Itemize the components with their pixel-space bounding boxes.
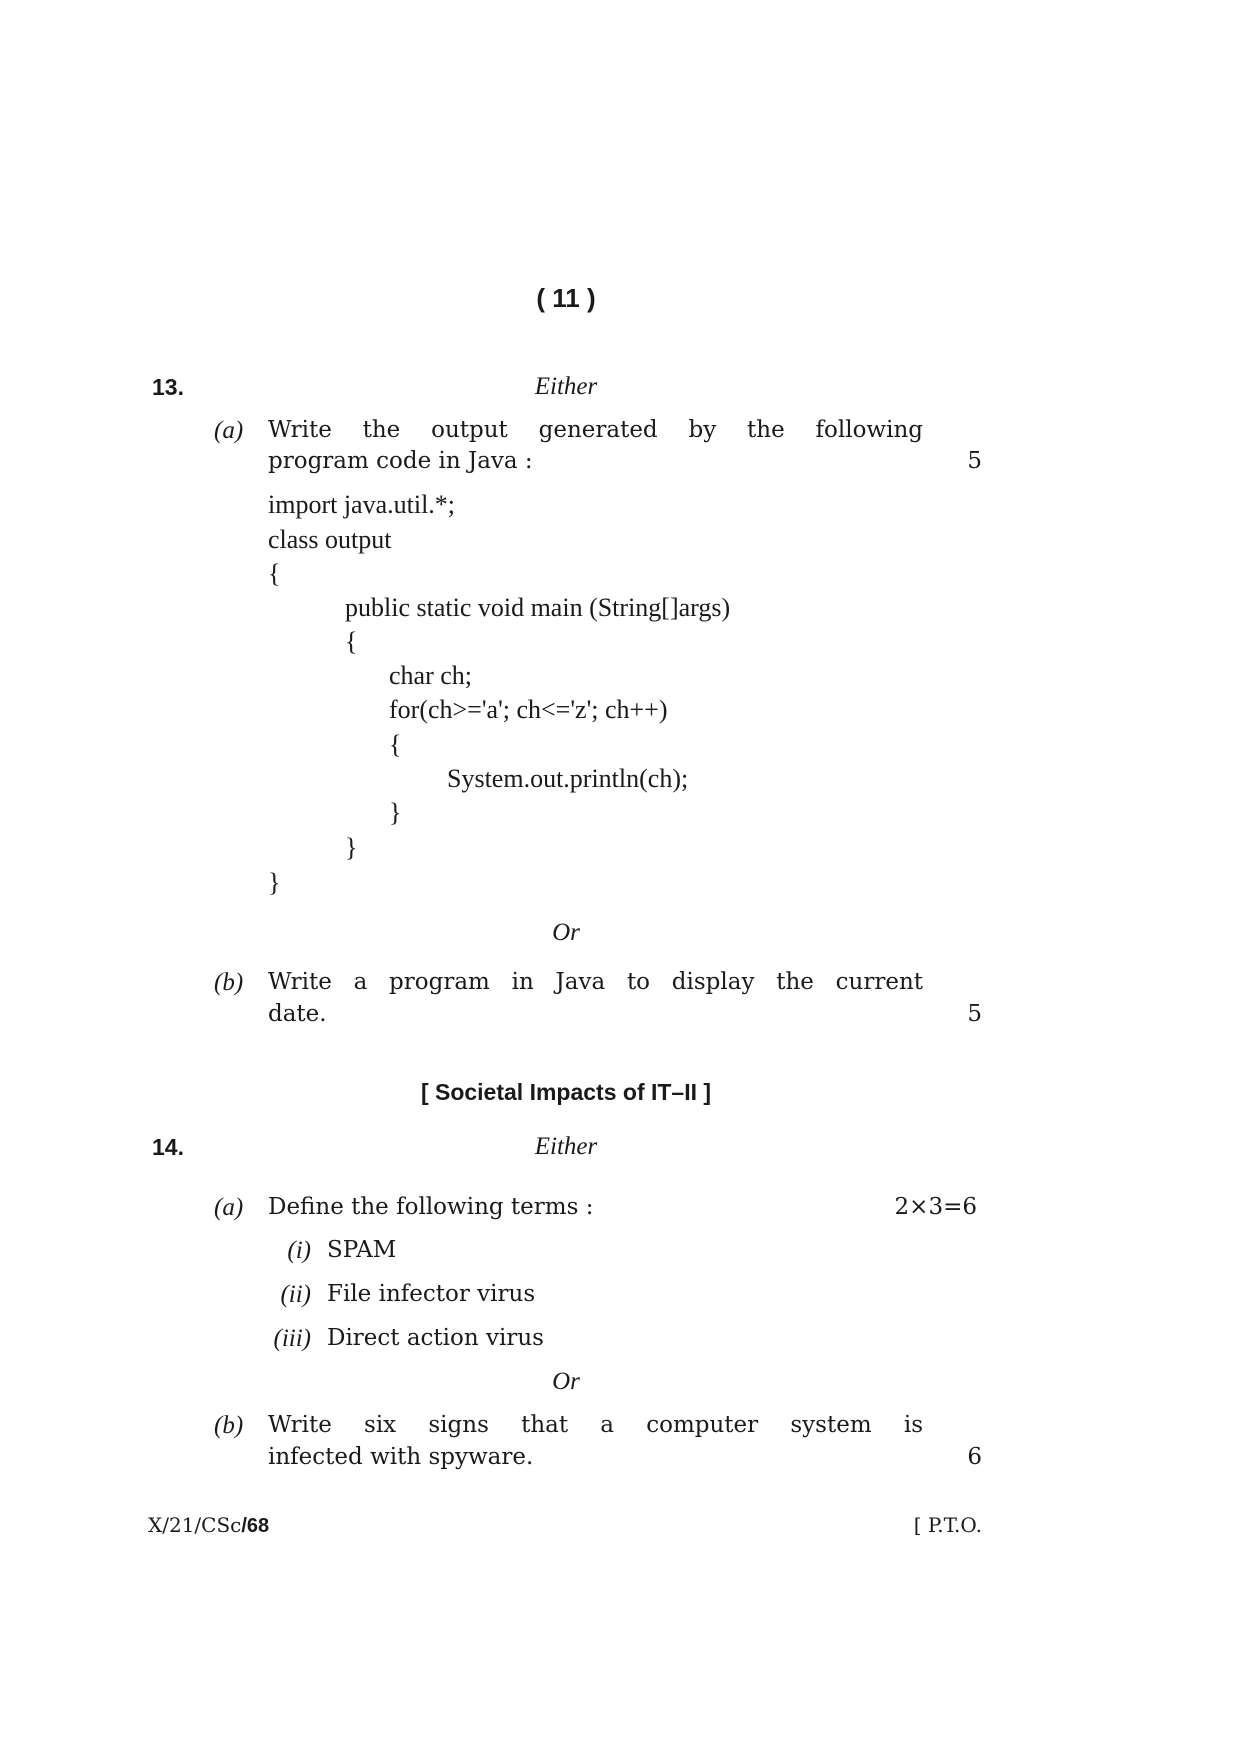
- marks: 5: [967, 1001, 982, 1027]
- paper-code-number: /68: [241, 1515, 270, 1537]
- option-a-label: (a): [214, 1194, 244, 1221]
- question-text: program code in Java :: [268, 448, 533, 474]
- marks: 5: [967, 448, 982, 474]
- question-text: Write six signs that a computer system is: [268, 1412, 923, 1438]
- code-line: {: [268, 559, 281, 588]
- marks: 6: [967, 1444, 982, 1470]
- option-b-label: (b): [214, 969, 244, 996]
- option-a-label: (a): [214, 417, 244, 444]
- either-label: Either: [534, 373, 598, 400]
- question-text: infected with spyware.: [268, 1444, 534, 1470]
- question-14-number: 14.: [152, 1134, 184, 1160]
- paper-code-prefix: X/21/CSc: [148, 1513, 242, 1537]
- term: SPAM: [327, 1237, 397, 1263]
- code-line: {: [345, 627, 358, 656]
- option-b-label: (b): [214, 1412, 244, 1439]
- code-line: {: [389, 730, 402, 759]
- question-text: Write the output generated by the following: [268, 417, 923, 443]
- code-line: }: [345, 833, 358, 862]
- code-line: char ch;: [389, 661, 473, 690]
- or-label: Or: [552, 1368, 580, 1395]
- item-label: (i): [287, 1237, 311, 1264]
- question-13-number: 13.: [152, 374, 184, 400]
- section-heading: [ Societal Impacts of IT–II ]: [420, 1079, 712, 1105]
- question-text: Write a program in Java to display the current: [268, 969, 923, 995]
- code-line: }: [389, 798, 402, 827]
- code-line: class output: [268, 525, 392, 554]
- term: File infector virus: [327, 1281, 536, 1307]
- code-line: import java.util.*;: [268, 490, 456, 519]
- either-label: Either: [534, 1133, 598, 1160]
- or-label: Or: [552, 919, 580, 946]
- code-line: System.out.println(ch);: [447, 764, 689, 793]
- term: Direct action virus: [327, 1325, 544, 1351]
- code-line: public static void main (String[]args): [345, 593, 731, 622]
- question-text: Define the following terms :: [268, 1194, 594, 1220]
- page-number: ( 11 ): [536, 283, 596, 313]
- paper-code: [148, 1510, 269, 1541]
- marks: 2×3=6: [894, 1194, 977, 1220]
- code-line: }: [268, 868, 281, 897]
- code-line: for(ch>='a'; ch<='z'; ch++): [389, 695, 668, 724]
- question-text: date.: [268, 1001, 327, 1027]
- pto-note: [ P.T.O.: [913, 1513, 982, 1537]
- item-label: (iii): [273, 1325, 311, 1352]
- item-label: (ii): [280, 1281, 311, 1308]
